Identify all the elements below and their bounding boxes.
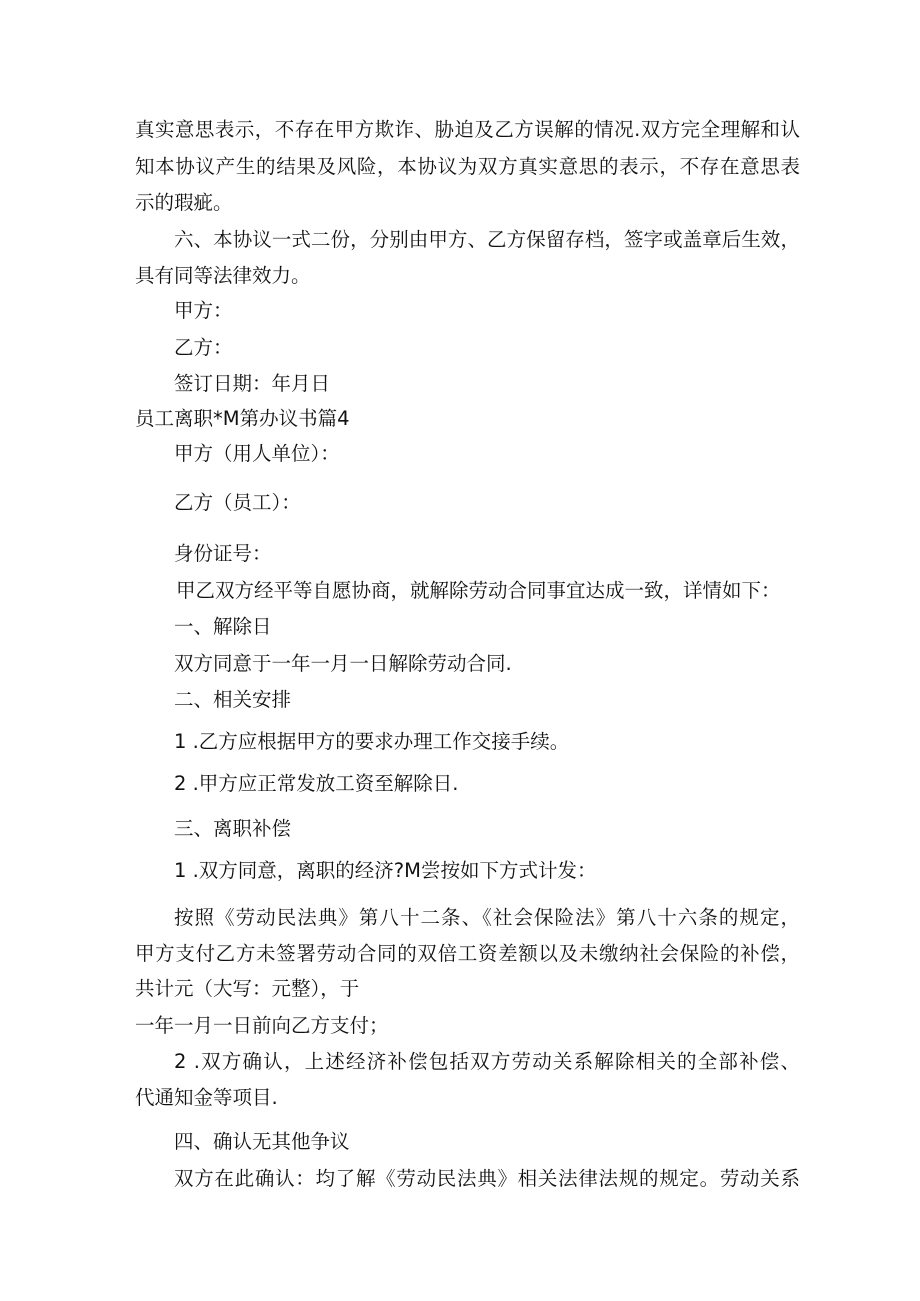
party-a-employer-label: 甲方（用人单位）： bbox=[174, 442, 340, 465]
body-text-line: 真实意思表示，不存在甲方欺诈、胁迫及乙方误解的情况.双方完全理解和认 bbox=[135, 118, 800, 141]
body-text-line: 一年一月一日前向乙方支付； bbox=[135, 1014, 389, 1037]
party-b-label: 乙方： bbox=[174, 336, 233, 359]
body-text-line: 具有同等法律效力。 bbox=[135, 264, 311, 287]
body-text-line: 双方同意于一年一月一日解除劳动合同. bbox=[174, 652, 512, 675]
section-title: 员工离职*M第办议书篇4 bbox=[135, 407, 350, 430]
heading-compensation: 三、离职补偿 bbox=[174, 817, 292, 840]
body-text-line: 共计元（大写：元整），于 bbox=[135, 977, 360, 1000]
clause-six: 六、本协议一式二份，分别由甲方、乙方保留存档，签字或盖章后生效， bbox=[174, 228, 800, 251]
list-item: 2 .甲方应正常发放工资至解除日. bbox=[174, 772, 459, 795]
heading-arrangements: 二、相关安排 bbox=[174, 688, 292, 711]
party-a-label: 甲方： bbox=[174, 299, 233, 322]
body-text-line: 按照《劳动民法典》第八十二条、《社会保险法》第八十六条的规定， bbox=[174, 906, 800, 929]
id-number-label: 身份证号： bbox=[174, 542, 272, 565]
list-item: 1 .乙方应根据甲方的要求办理工作交接手续。 bbox=[174, 730, 570, 753]
intro-paragraph: 甲乙双方经平等自愿协商，就解除劳动合同事宜达成一致，详情如下： bbox=[176, 579, 781, 602]
signing-date-label: 签订日期：年月日 bbox=[174, 372, 331, 395]
body-text-line: 示的瑕疵。 bbox=[135, 191, 233, 214]
heading-no-other-disputes: 四、确认无其他争议 bbox=[174, 1130, 350, 1153]
body-text-line: 知本协议产生的结果及风险，本协议为双方真实意思的表示，不存在意思表 bbox=[135, 155, 800, 178]
party-b-employee-label: 乙方（员工）： bbox=[174, 491, 301, 514]
body-text-line: 双方在此确认：均了解《劳动民法典》相关法律法规的规定。劳动关系 bbox=[174, 1167, 800, 1190]
body-text-line: 代通知金等项目. bbox=[135, 1086, 278, 1109]
list-item: 1 .双方同意，离职的经济?M尝按如下方式计发： bbox=[174, 859, 597, 882]
list-item: 2 .双方确认，上述经济补偿包括双方劳动关系解除相关的全部补偿、 bbox=[174, 1050, 800, 1073]
body-text-line: 甲方支付乙方未签署劳动合同的双倍工资差额以及未缴纳社会保险的补偿， bbox=[135, 942, 800, 965]
heading-termination-date: 一、解除日 bbox=[174, 615, 272, 638]
